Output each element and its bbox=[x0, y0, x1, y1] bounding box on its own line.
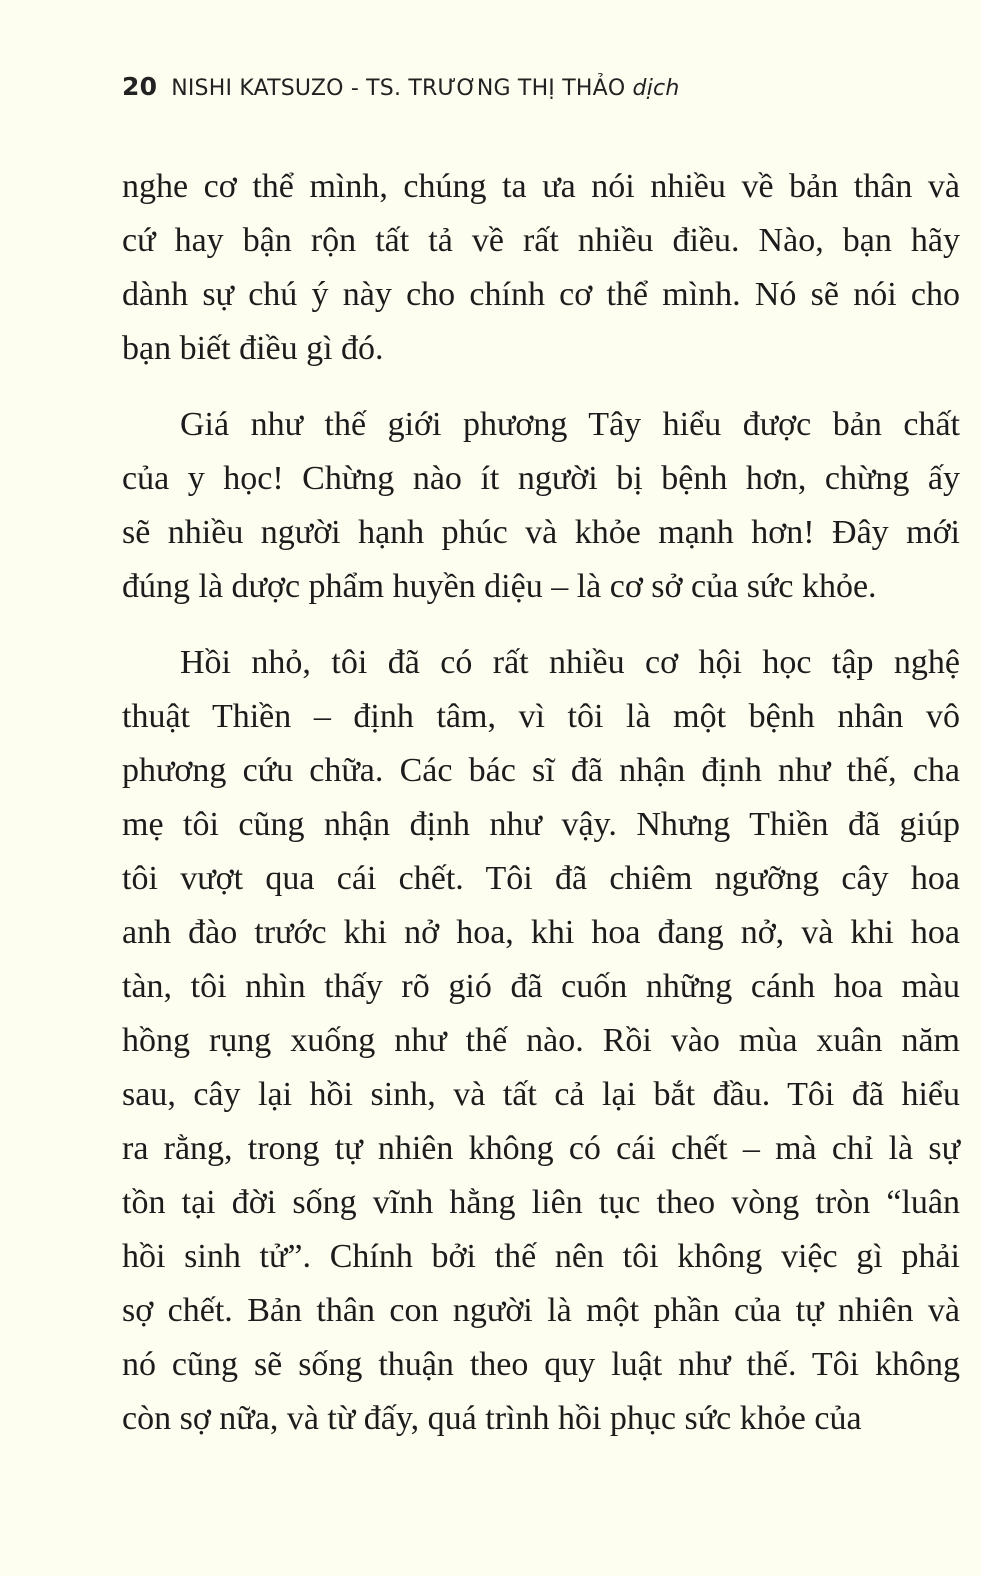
paragraph bbox=[122, 636, 960, 1446]
header-author: NISHI KATSUZO - TS. TRƯƠNG THỊ THẢO bbox=[171, 76, 626, 101]
header-credit: dịch bbox=[632, 76, 680, 101]
text-line: ra rằng, trong tự nhiên không có cái chết – mà chỉ là sự bbox=[122, 1130, 960, 1167]
text-line: hồng rụng xuống như thế nào. Rồi vào mùa xuân năm bbox=[122, 1022, 960, 1059]
paragraph bbox=[122, 160, 960, 376]
text-line: Giá như thế giới phương Tây hiểu được bản chất bbox=[180, 406, 960, 443]
text-line: còn sợ nữa, và từ đấy, quá trình hồi phục sức khỏe của bbox=[122, 1400, 862, 1437]
text-line: bạn biết điều gì đó. bbox=[122, 330, 384, 367]
text-line: mẹ tôi cũng nhận định như vậy. Nhưng Thiền đã giúp bbox=[122, 806, 960, 843]
text-line: sẽ nhiều người hạnh phúc và khỏe mạnh hơn! Đây mới bbox=[122, 514, 960, 551]
text-line: thuật Thiền – định tâm, vì tôi là một bệnh nhân vô bbox=[122, 698, 960, 735]
text-line: sợ chết. Bản thân con người là một phần của tự nhiên và bbox=[122, 1292, 960, 1329]
text-line: nghe cơ thể mình, chúng ta ưa nói nhiều về bản thân và bbox=[122, 168, 960, 205]
text-line: cứ hay bận rộn tất tả về rất nhiều điều. Nào, bạn hãy bbox=[122, 222, 960, 259]
page-number: 20 bbox=[122, 72, 158, 101]
text-line: hồi sinh tử”. Chính bởi thế nên tôi không việc gì phải bbox=[122, 1238, 960, 1275]
body-text bbox=[122, 160, 960, 1468]
text-line: tàn, tôi nhìn thấy rõ gió đã cuốn những cánh hoa màu bbox=[122, 968, 960, 1005]
text-line: nó cũng sẽ sống thuận theo quy luật như thế. Tôi không bbox=[122, 1346, 960, 1383]
text-line: Hồi nhỏ, tôi đã có rất nhiều cơ hội học tập nghệ bbox=[180, 644, 960, 681]
text-line: sau, cây lại hồi sinh, và tất cả lại bắt đầu. Tôi đã hiểu bbox=[122, 1076, 960, 1113]
paragraph bbox=[122, 398, 960, 614]
text-line: tôi vượt qua cái chết. Tôi đã chiêm ngưỡng cây hoa bbox=[122, 860, 960, 897]
text-line: dành sự chú ý này cho chính cơ thể mình. Nó sẽ nói cho bbox=[122, 276, 960, 313]
text-line: phương cứu chữa. Các bác sĩ đã nhận định như thế, cha bbox=[122, 752, 960, 789]
text-line: của y học! Chừng nào ít người bị bệnh hơn, chừng ấy bbox=[122, 460, 960, 497]
text-line: anh đào trước khi nở hoa, khi hoa đang nở, và khi hoa bbox=[122, 914, 960, 951]
running-header bbox=[122, 72, 679, 101]
text-line: đúng là dược phẩm huyền diệu – là cơ sở của sức khỏe. bbox=[122, 568, 877, 605]
text-line: tồn tại đời sống vĩnh hằng liên tục theo vòng tròn “luân bbox=[122, 1184, 960, 1221]
